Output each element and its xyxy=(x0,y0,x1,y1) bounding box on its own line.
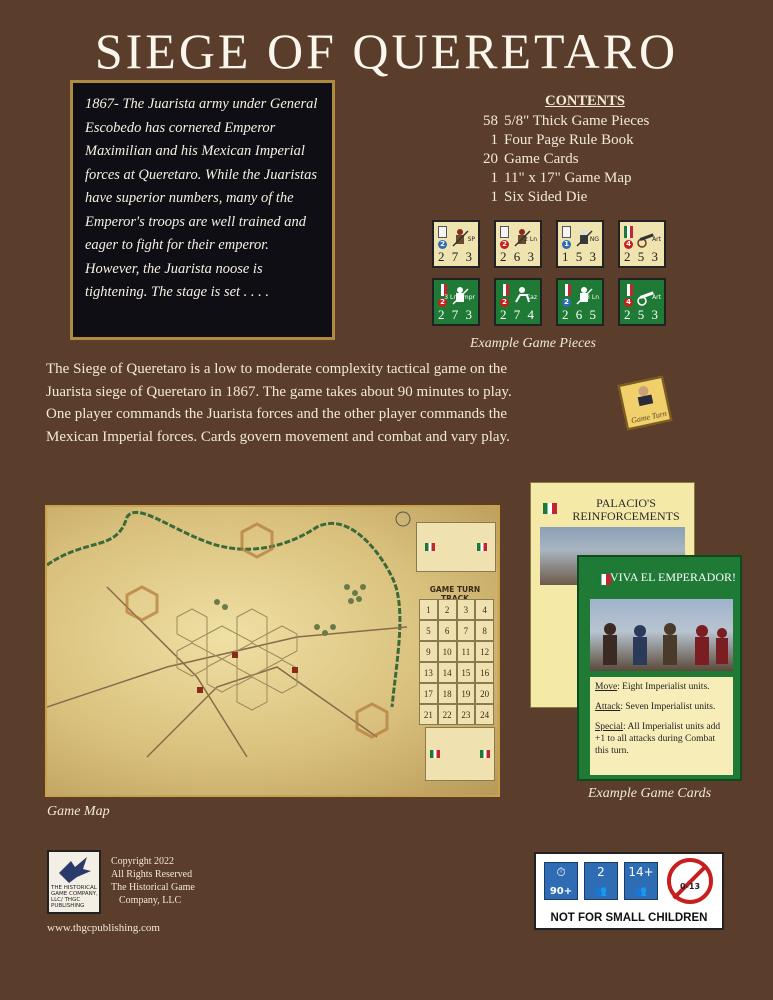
turn-track-cell: 10 xyxy=(438,641,457,662)
turn-track-cell: 5 xyxy=(419,620,438,641)
turn-track-cell: 19 xyxy=(457,683,476,704)
turn-track-cell: 16 xyxy=(475,662,494,683)
turn-track-cell: 11 xyxy=(457,641,476,662)
turn-track-cell: 14 xyxy=(438,662,457,683)
portrait-icon xyxy=(633,383,655,406)
turn-track-cell: 15 xyxy=(457,662,476,683)
box-title: SIEGE OF QUERETARO xyxy=(94,23,679,79)
intro-text: 1867- The Juarista army under General Escobedo has cornered Emperor Maximilian and his Mexican Imperial forces at Queretaro. While the Juaristas have superior numbers, many of the Emperor's troops are well trained and eager to fight for their emperor. However, the Juarista noose is tightening. The stage is set . . . . xyxy=(85,96,318,300)
turn-track-cell: 2 xyxy=(438,599,457,620)
turn-track-cell: 7 xyxy=(457,620,476,641)
card-rules-text: Move: Eight Imperialist units. Attack: Seven Imperialist units. Special: All Imperialist units add +1 to all attacks during Combat this turn. xyxy=(590,677,733,775)
contents-item: 1 11" x 17" Game Map xyxy=(490,170,632,186)
age-icon: 14+ 👥 xyxy=(624,862,658,900)
game-piece: 2 2 Ln 2 6 3 xyxy=(494,220,542,268)
choking-hazard-icon: 0-13 xyxy=(667,858,713,904)
card-title: PALACIO'S REINFORCEMENTS xyxy=(572,496,680,523)
turn-track-cell: 4 xyxy=(475,599,494,620)
compass-icon xyxy=(396,512,410,526)
game-map xyxy=(45,505,500,797)
eagle-icon xyxy=(57,855,93,885)
age-warning: NOT FOR SMALL CHILDREN xyxy=(550,912,708,924)
game-piece: 4 Art 2 5 3 xyxy=(618,220,666,268)
intro-panel xyxy=(70,80,335,340)
game-piece: 2 Caz 2 7 4 xyxy=(494,278,542,326)
map-box-top xyxy=(416,522,496,572)
turn-track-cell: 18 xyxy=(438,683,457,704)
contents-item: 1 Six Sided Die xyxy=(490,189,588,205)
game-turn-marker: Game Turn xyxy=(618,376,673,431)
website-link[interactable]: www.thgcpublishing.com xyxy=(47,922,160,934)
turn-track-cell: 3 xyxy=(457,599,476,620)
play-time-icon: ⏱ 90+ xyxy=(544,862,578,900)
contents-list xyxy=(470,92,700,207)
publisher-logo: THE HISTORICAL GAME COMPANY, LLC/ THGC PUBLISHING xyxy=(47,850,101,914)
turn-track-title: GAME TURN xyxy=(429,585,481,594)
game-piece: 2 3 Ln Empr 2 7 3 xyxy=(432,278,480,326)
game-piece: 4 Art 2 5 3 xyxy=(618,278,666,326)
card-illustration xyxy=(590,599,733,671)
turn-track-cell: 13 xyxy=(419,662,438,683)
pieces-caption: Example Game Pieces xyxy=(470,336,596,351)
turn-track xyxy=(419,599,494,725)
turn-track-cell: 12 xyxy=(475,641,494,662)
turn-track-cell: 24 xyxy=(475,704,494,725)
turn-track-cell: 22 xyxy=(438,704,457,725)
map-caption: Game Map xyxy=(47,804,110,819)
contents-item: 20 Game Cards xyxy=(483,151,579,167)
contents-heading: CONTENTS xyxy=(545,93,625,109)
turn-track-cell: 8 xyxy=(475,620,494,641)
copyright-text: Copyright 2022 All Rights Reserved The Historical Game Company, LLC xyxy=(111,856,195,906)
map-box-bottom xyxy=(425,727,495,781)
soldiers-icon xyxy=(590,599,733,671)
turn-track-cell: 17 xyxy=(419,683,438,704)
contents-item: 1 Four Page Rule Book xyxy=(490,132,634,148)
turn-track-cell: 20 xyxy=(475,683,494,704)
game-card-front xyxy=(577,555,742,781)
cards-caption: Example Game Cards xyxy=(588,786,712,801)
game-piece: 1 NG 1 5 3 xyxy=(556,220,604,268)
game-description: The Siege of Queretaro is a low to moderate complexity tactical game on the Juarista siege of Queretaro in 1867. The game takes about 90 minutes to play. One player commands the Juarista forces and the other player commands the Mexican Imperial forces. Cards govern movement and combat and vary play. xyxy=(46,361,512,445)
turn-track-cell: 1 xyxy=(419,599,438,620)
card-title: VIVA EL EMPERADOR! xyxy=(609,570,736,584)
players-icon: 2 👥 xyxy=(584,862,618,900)
turn-track-cell: 6 xyxy=(438,620,457,641)
age-rating-panel xyxy=(534,852,724,930)
contents-item: 58 5/8" Thick Game Pieces xyxy=(483,113,650,129)
turn-track-cell: 21 xyxy=(419,704,438,725)
turn-track-cell: 9 xyxy=(419,641,438,662)
turn-track-cell: 23 xyxy=(457,704,476,725)
game-piece: 2 SP 2 7 3 xyxy=(432,220,480,268)
game-piece: 2 3 Ln 2 6 5 xyxy=(556,278,604,326)
